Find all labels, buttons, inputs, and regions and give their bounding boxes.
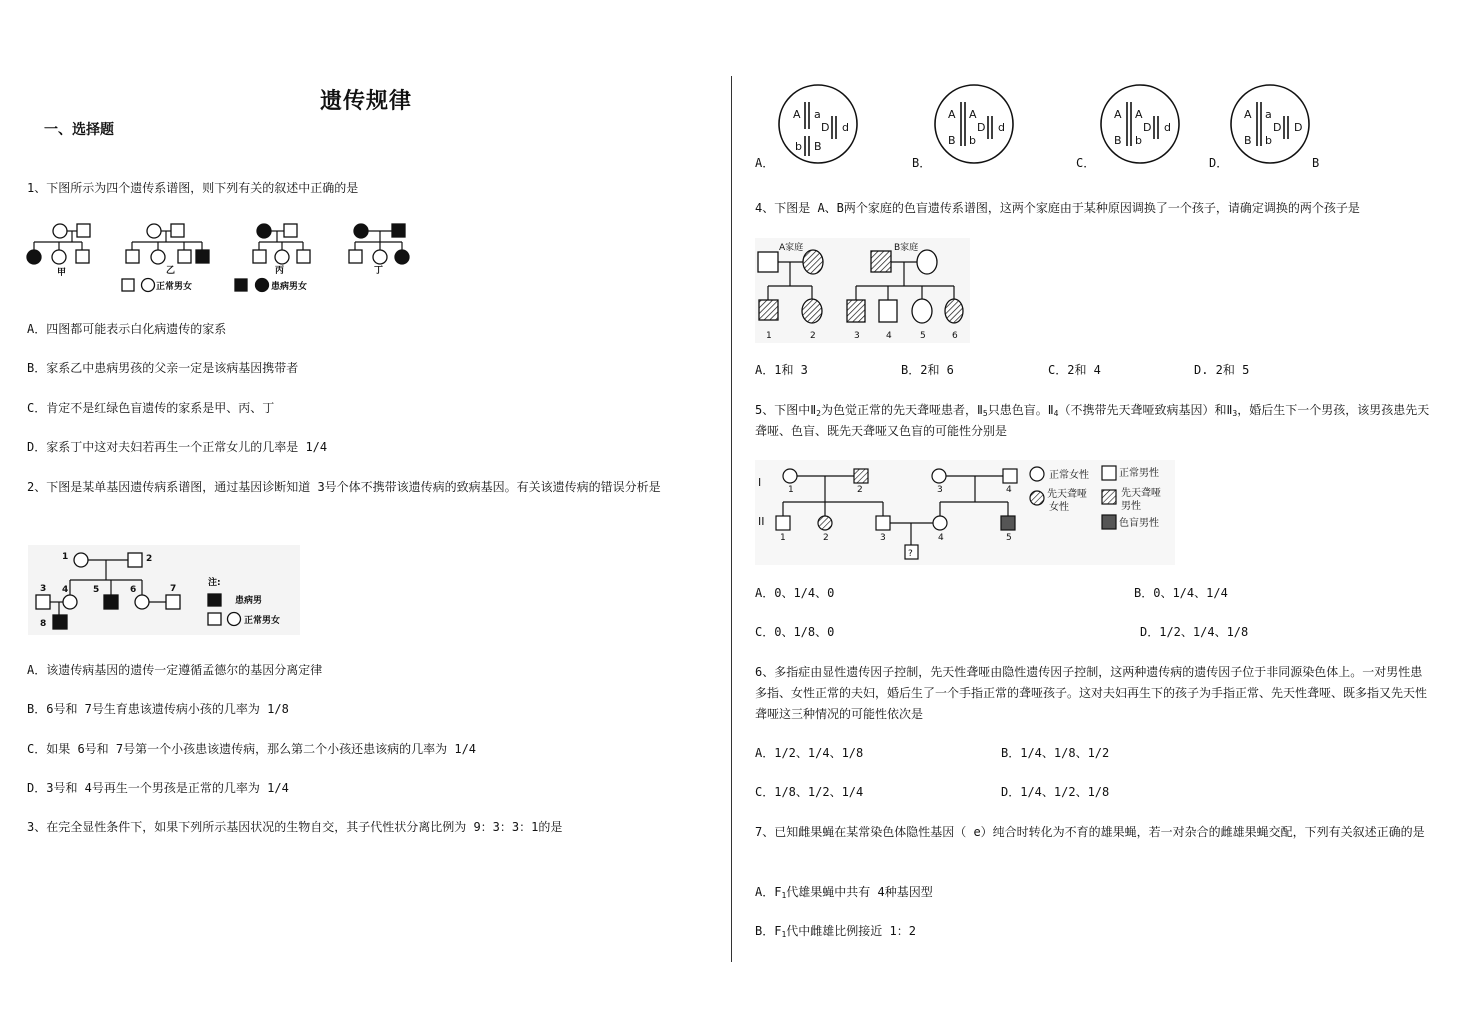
q7-stem: 7、已知雌果蝇在某常染色体隐性基因（ e）纯合时转化为不育的雄果蝇，若一对杂合的雌雄果蝇交配，下列有关叙述正确的是 [755, 825, 1425, 839]
q4-option-b: B．2和 6 [901, 363, 954, 377]
q1-option-b: B．家系乙中患病男孩的父亲一定是该病基因携带者 [27, 361, 299, 375]
q5-option-a: A．0、1/4、0 [755, 586, 835, 600]
q3-option-a: A． [755, 156, 775, 170]
q2-legend-normal: 正常男女 [244, 616, 281, 626]
svg-text:5: 5 [920, 331, 926, 341]
svg-text:1: 1 [766, 331, 772, 341]
svg-text:D: D [1143, 121, 1152, 134]
q2-num-2: 2 [146, 554, 153, 564]
svg-text:正常男性: 正常男性 [1119, 468, 1159, 479]
svg-text:色盲男性: 色盲男性 [1119, 518, 1159, 529]
q5-option-b: B．0、1/4、1/4 [1134, 586, 1228, 600]
q2-option-d: D．3号和 4号再生一个男孩是正常的几率为 1/4 [27, 781, 289, 795]
svg-text:男性: 男性 [1121, 501, 1141, 512]
q3-cells-figure [755, 84, 1335, 172]
svg-text:A: A [1135, 108, 1143, 121]
page-title: 遗传规律 [320, 88, 413, 114]
column-divider [731, 76, 732, 962]
q1-jia-child1 [27, 250, 41, 264]
svg-text:b: b [795, 140, 802, 153]
q3-option-c: C． [1076, 156, 1096, 170]
q1-label-jia: 甲 [57, 268, 67, 278]
q1-label-yi: 乙 [166, 266, 176, 276]
q2-option-c: C．如果 6号和 7号第一个小孩患该遗传病，那么第二个小孩还患该病的几率为 1/4 [27, 742, 477, 756]
q4-option-c: C．2和 4 [1048, 363, 1101, 377]
svg-text:3: 3 [937, 485, 943, 495]
svg-text:d: d [1164, 121, 1171, 134]
svg-text:d: d [842, 121, 849, 134]
q5-unknown-child: ? [908, 549, 913, 559]
svg-text:a: a [1265, 108, 1272, 121]
q2-option-b: B．6号和 7号生育患该遗传病小孩的几率为 1/8 [27, 702, 289, 716]
svg-text:A: A [969, 108, 977, 121]
svg-text:A: A [793, 108, 801, 121]
svg-text:B: B [1114, 134, 1122, 147]
q1-label-bing: 丙 [275, 266, 285, 276]
q6-option-c: C．1/8、1/2、1/4 [755, 785, 864, 799]
svg-text:D: D [1273, 121, 1282, 134]
q5-option-d: D．1/2、1/4、1/8 [1140, 625, 1249, 639]
svg-text:d: d [998, 121, 1005, 134]
q2-num-5: 5 [93, 585, 100, 595]
svg-text:B: B [1244, 134, 1252, 147]
q4-option-a: A．1和 3 [755, 363, 808, 377]
q5-gen-2-label: II [758, 515, 765, 528]
q1-jia-father [77, 224, 90, 237]
q7-option-a: A．$F_1$代雄果蝇中共有 4种基因型 [755, 885, 933, 900]
q2-num-7: 7 [170, 584, 177, 594]
q3-option-b: B． [912, 156, 932, 170]
svg-text:4: 4 [938, 533, 944, 543]
q2-num-3: 3 [40, 584, 47, 594]
svg-text:2: 2 [857, 485, 863, 495]
svg-text:b: b [1135, 134, 1142, 147]
svg-text:A: A [1244, 108, 1252, 121]
q1-label-ding: 丁 [374, 266, 384, 276]
svg-text:B: B [948, 134, 956, 147]
svg-text:先天聋哑: 先天聋哑 [1047, 489, 1087, 500]
svg-text:a: a [814, 108, 821, 121]
q3-trailing-letter: B [1312, 156, 1320, 170]
svg-text:D: D [977, 121, 986, 134]
q6-stem: 6、多指症由显性遗传因子控制，先天性聋哑由隐性遗传因子控制，这两种遗传病的遗传因子位于非同源染色体上。一对男性患多指、女性正常的夫妇，婚后生了一个手指正常的聋哑孩子。这对夫妇再生下的孩子为手指正常、先天性聋哑、既多指又先天性聋哑这三种情况的可能性依次是 [755, 665, 1428, 721]
svg-text:3: 3 [854, 331, 860, 341]
q2-option-a: A．该遗传病基因的遗传一定遵循孟德尔的基因分离定律 [27, 663, 323, 677]
q6-option-b: B．1/4、1/8、1/2 [1001, 746, 1110, 760]
svg-text:B: B [814, 140, 822, 153]
q5-gen-1-label: I [758, 476, 762, 489]
svg-text:3: 3 [880, 533, 886, 543]
svg-text:先天聋哑: 先天聋哑 [1121, 488, 1161, 499]
q5-stem: 5、下图中$Ⅱ_2$为色觉正常的先天聋哑患者，$Ⅱ_5$只患色盲。$Ⅱ_4$（不携带先天聋哑致病基因）和$Ⅱ_3$，婚后生下一个男孩，该男孩患先天聋哑、色盲、既先天聋哑又色盲的可能性分别是 [755, 403, 1430, 438]
q1-pedigree-figure [22, 218, 422, 300]
svg-text:A: A [948, 108, 956, 121]
svg-text:1: 1 [780, 533, 786, 543]
q2-pedigree-figure [28, 545, 300, 635]
q4-family-a-label: A家庭 [779, 243, 804, 253]
svg-text:A: A [1114, 108, 1122, 121]
svg-text:女性: 女性 [1049, 502, 1069, 513]
svg-text:正常女性: 正常女性 [1049, 470, 1089, 481]
svg-text:2: 2 [823, 533, 829, 543]
q5-option-c: C．0、1/8、0 [755, 625, 835, 639]
q4-pedigree-figure [755, 238, 970, 343]
q2-stem: 2、下图是某单基因遗传病系谱图，通过基因诊断知道 3号个体不携带该遗传病的致病基因。有关该遗传病的错误分析是 [27, 480, 661, 494]
svg-text:b: b [1265, 134, 1272, 147]
svg-text:4: 4 [1006, 485, 1012, 495]
svg-text:D: D [821, 121, 830, 134]
q2-num-6: 6 [130, 585, 137, 595]
q6-option-a: A．1/2、1/4、1/8 [755, 746, 864, 760]
q4-option-d: D. 2和 5 [1194, 363, 1250, 377]
svg-text:4: 4 [886, 331, 892, 341]
q2-num-4: 4 [62, 585, 69, 595]
q1-option-a: A．四图都可能表示白化病遗传的家系 [27, 322, 227, 336]
svg-text:6: 6 [952, 331, 958, 341]
q2-num-8: 8 [40, 619, 47, 629]
section-heading: 一、选择题 [44, 122, 114, 138]
q2-legend-affected: 患病男 [235, 596, 263, 606]
q3-stem: 3、在完全显性条件下，如果下列所示基因状况的生物自交，其子代性状分离比例为 9：3：3：1的是 [27, 820, 563, 834]
q7-option-b: B．$F_1$代中雌雄比例接近 1：2 [755, 924, 916, 939]
q1-stem: 1、下图所示为四个遗传系谱图，则下列有关的叙述中正确的是 [27, 181, 359, 195]
q1-jia-child2 [52, 250, 66, 264]
q2-legend-title: 注: [208, 578, 221, 588]
svg-text:1: 1 [788, 485, 794, 495]
q2-num-1: 1 [62, 552, 69, 562]
svg-text:b: b [969, 134, 976, 147]
svg-text:2: 2 [810, 331, 816, 341]
q4-stem: 4、下图是 A、B两个家庭的色盲遗传系谱图，这两个家庭由于某种原因调换了一个孩子，请确定调换的两个孩子是 [755, 201, 1360, 215]
svg-text:D: D [1294, 121, 1303, 134]
q1-legend-affected: 患病男女 [271, 282, 308, 292]
q5-pedigree-figure [755, 460, 1175, 565]
q1-option-c: C．肯定不是红绿色盲遗传的家系是甲、丙、丁 [27, 401, 275, 415]
q6-option-d: D．1/4、1/2、1/8 [1001, 785, 1110, 799]
q1-option-d: D．家系丁中这对夫妇若再生一个正常女儿的几率是 1/4 [27, 440, 328, 454]
q1-jia-mother [53, 224, 67, 238]
q1-jia-child3 [76, 250, 89, 263]
q4-family-b-label: B家庭 [894, 243, 919, 253]
q3-option-d: D． [1209, 156, 1229, 170]
svg-text:5: 5 [1006, 533, 1012, 543]
q1-legend-normal: 正常男女 [156, 282, 193, 292]
